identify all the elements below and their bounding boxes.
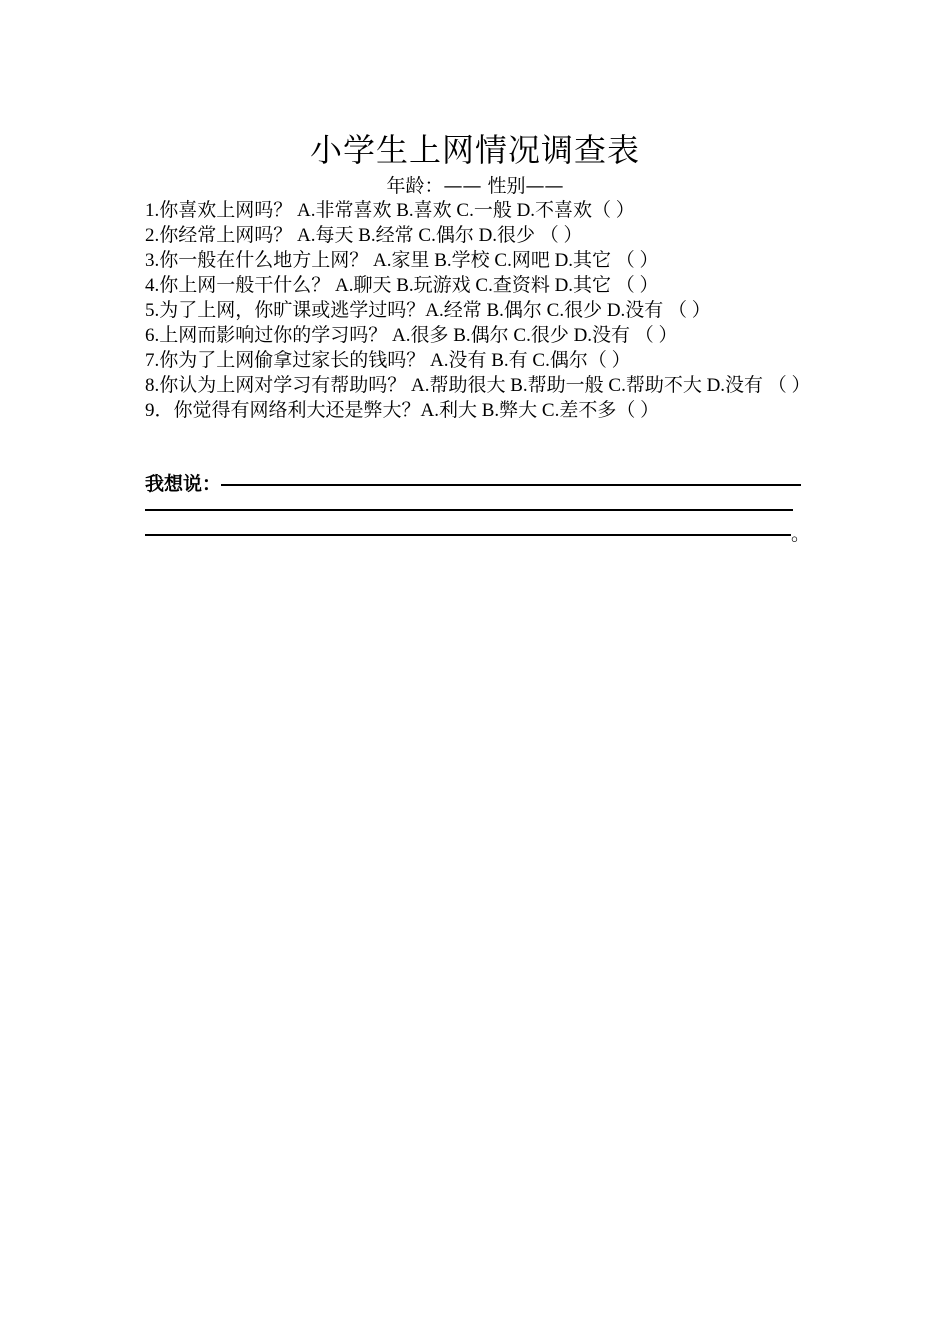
comment-label: 我想说： [145, 473, 222, 495]
page-title: 小学生上网情况调查表 [309, 131, 640, 169]
comment-line-1 [145, 472, 810, 497]
question-item: 4.你上网一般干什么？ A.聊天 B.玩游戏 C.查资料 D.其它 （ ） [145, 275, 659, 296]
question-item: 3.你一般在什么地方上网？ A.家里 B.学校 C.网吧 D.其它 （ ） [145, 250, 659, 271]
question-item: 6.上网而影响过你的学习吗？ A.很多 B.偶尔 C.很少 D.没有 （ ） [145, 325, 678, 346]
question-item: 8.你认为上网对学习有帮助吗？ A.帮助很大 B.帮助一般 C.帮助不大 D.没有 （ ） [145, 375, 811, 396]
question-item: 2.你经常上网吗？ A.每天 B.经常 C.偶尔 D.很少 （ ） [145, 225, 583, 246]
answer-rule [145, 534, 791, 536]
answer-rule [145, 509, 793, 511]
question-item: 9．你觉得有网络利大还是弊大？A.利大 B.弊大 C.差不多（ ） [145, 400, 660, 421]
end-period: 。 [791, 523, 811, 545]
question-list [145, 198, 815, 423]
age-gender-line: 年龄：—— 性别—— [386, 175, 564, 197]
question-item: 5.为了上网，你旷课或逃学过吗？A.经常 B.偶尔 C.很少 D.没有 （ ） [145, 300, 711, 321]
answer-rule [221, 484, 801, 486]
comment-line-3 [145, 522, 810, 547]
comment-section [145, 472, 810, 547]
question-item: 7.你为了上网偷拿过家长的钱吗？ A.没有 B.有 C.偶尔（ ） [145, 350, 631, 371]
question-item: 1.你喜欢上网吗？ A.非常喜欢 B.喜欢 C.一般 D.不喜欢（ ） [145, 200, 635, 221]
comment-line-2 [145, 497, 810, 522]
